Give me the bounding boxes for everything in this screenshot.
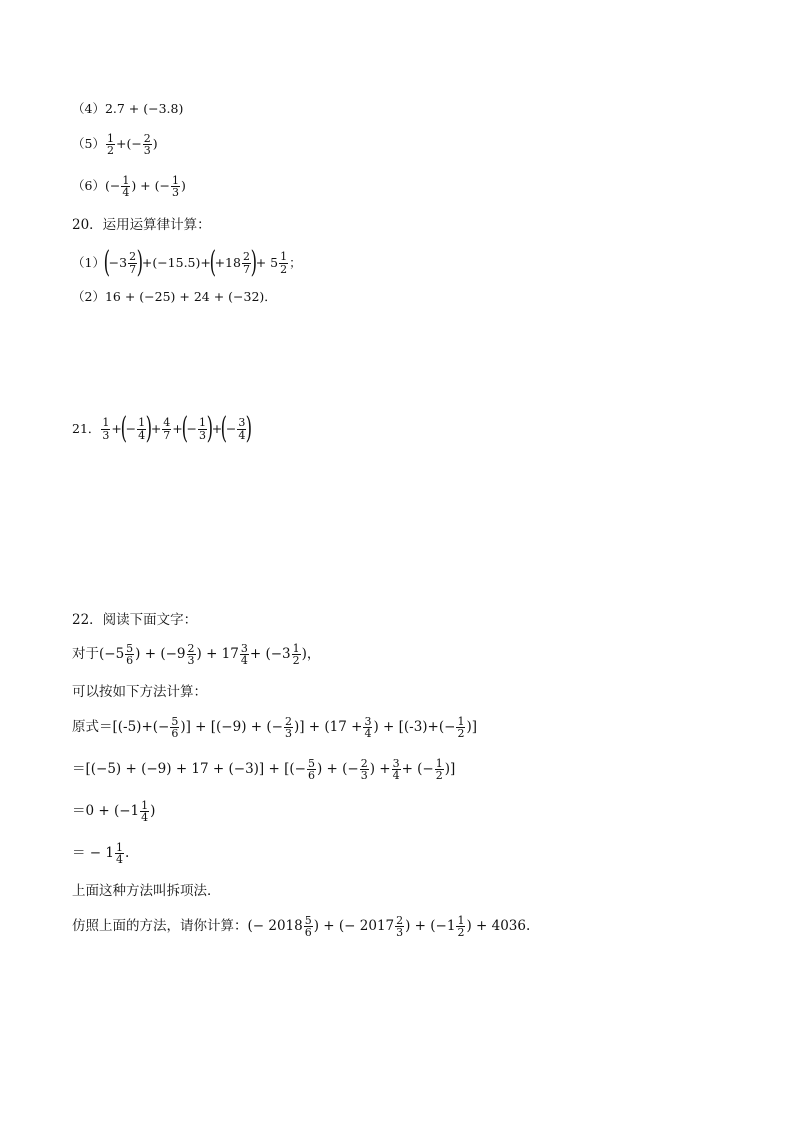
- denominator: 6: [126, 654, 134, 668]
- fraction: [395, 915, 404, 938]
- fraction: [140, 800, 149, 823]
- text: 可以按如下方法计算：: [72, 684, 207, 700]
- q22-line-5: [72, 800, 155, 823]
- fraction: [125, 643, 134, 666]
- term: ) + 4036.: [466, 917, 531, 934]
- denominator: 3: [284, 727, 292, 741]
- fraction: [170, 716, 179, 739]
- q19-part-4: [72, 103, 183, 116]
- term: ) + [(-3)+(−: [373, 718, 456, 735]
- denominator: 4: [240, 654, 248, 668]
- q22-line-1: [72, 643, 320, 666]
- open-paren: (−: [126, 136, 142, 152]
- term: ) + (−9: [135, 645, 186, 662]
- right-paren: ): [246, 411, 253, 446]
- operator: +: [141, 254, 153, 270]
- operator: +: [115, 136, 127, 152]
- fraction: [360, 758, 369, 781]
- numerator: 2: [143, 132, 151, 145]
- fraction: [198, 417, 207, 440]
- numerator: 1: [457, 715, 465, 728]
- operator: ) + (−: [131, 178, 170, 194]
- denominator: 3: [187, 654, 195, 668]
- operator: +: [211, 420, 223, 436]
- question-title: 20．运用运算律计算：: [72, 217, 211, 233]
- fraction: [279, 251, 288, 274]
- fraction: [162, 417, 171, 440]
- denominator: 2: [280, 262, 288, 276]
- fraction: [392, 758, 401, 781]
- fraction: [101, 417, 110, 440]
- numerator: 3: [392, 757, 400, 770]
- q21: [72, 411, 253, 446]
- fraction: [187, 643, 196, 666]
- denominator: 4: [138, 428, 146, 442]
- text: 原式＝[(-5)+(−: [72, 718, 170, 735]
- part-label: （4）: [72, 101, 105, 116]
- operator: +: [200, 254, 211, 270]
- numerator: 1: [106, 132, 114, 145]
- text: 仿照上面的方法，请你计算：(− 2018: [72, 917, 303, 934]
- q22-line-8: [72, 915, 530, 938]
- term: + (−3: [249, 645, 291, 662]
- text: ＝[(−5) + (−9) + 17 + (−3)] + [(−: [72, 760, 306, 777]
- minus-sign: −: [186, 420, 197, 436]
- operator: +: [111, 420, 122, 436]
- q19-part-5: [72, 133, 158, 156]
- term: ) + (−: [316, 760, 359, 777]
- numerator: 2: [242, 250, 250, 264]
- minus-sign: −: [225, 420, 237, 436]
- numerator: 2: [396, 914, 404, 927]
- denominator: 4: [364, 727, 372, 741]
- denominator: 3: [102, 428, 110, 442]
- q22-line-7: [72, 885, 221, 899]
- fraction: [242, 251, 251, 274]
- fraction: [456, 915, 465, 938]
- numerator: 3: [364, 715, 372, 728]
- term: ) + (−1: [405, 917, 456, 934]
- fraction: [106, 133, 115, 156]
- term: ) + (− 2017: [313, 917, 395, 934]
- text: ＝ − 1: [72, 844, 114, 861]
- denominator: 4: [115, 853, 123, 867]
- q22-line-3: [72, 716, 477, 739]
- denominator: 4: [141, 811, 149, 825]
- denominator: 2: [457, 727, 465, 741]
- denominator: 2: [292, 654, 300, 668]
- fraction: [435, 758, 444, 781]
- term: )]: [444, 760, 456, 777]
- left-paren: (: [220, 411, 228, 446]
- term: ) + 17: [196, 645, 239, 662]
- punctuation: )，: [301, 645, 321, 662]
- numerator: 1: [122, 174, 130, 187]
- expression: 16 + (−25) + 24 + (−32): [104, 289, 265, 304]
- left-paren: (: [209, 245, 216, 280]
- denominator: 2: [457, 926, 465, 940]
- close-paren: ): [150, 802, 156, 819]
- denominator: 2: [106, 144, 114, 158]
- denominator: 7: [163, 428, 171, 442]
- numerator: 1: [457, 914, 465, 927]
- minus-sign: −: [125, 420, 137, 436]
- punctuation: .: [124, 844, 130, 861]
- term: + (−: [401, 760, 434, 777]
- term: )] + [(−9) + (−: [180, 718, 283, 735]
- numerator: 2: [284, 715, 292, 728]
- fraction: [284, 716, 293, 739]
- right-paren: ): [250, 245, 258, 280]
- numerator: 1: [138, 416, 146, 430]
- fraction: [363, 716, 372, 739]
- right-paren: ): [145, 411, 153, 446]
- text: 上面这种方法叫拆项法．: [72, 883, 221, 899]
- denominator: 7: [129, 262, 137, 276]
- q22-title: [72, 614, 197, 628]
- denominator: 3: [396, 926, 404, 940]
- mixed-whole: +18: [214, 254, 241, 270]
- denominator: 3: [143, 144, 151, 158]
- numerator: 5: [171, 715, 179, 728]
- fraction: [121, 175, 130, 198]
- left-paren: (: [103, 245, 111, 280]
- q20-part-2: [72, 291, 277, 304]
- fraction: [115, 842, 124, 865]
- term: ) +: [369, 760, 391, 777]
- q20-title: [72, 219, 211, 233]
- fraction: [240, 643, 249, 666]
- fraction: [292, 643, 301, 666]
- fraction: [304, 915, 313, 938]
- numerator: 5: [304, 914, 312, 927]
- denominator: 2: [435, 769, 443, 783]
- denominator: 3: [198, 428, 206, 442]
- q20-part-1: [72, 245, 302, 280]
- denominator: 6: [304, 926, 312, 940]
- punctuation: ．: [264, 289, 277, 304]
- q19-part-6: [72, 175, 186, 198]
- part-label: （2）: [72, 289, 105, 304]
- right-paren: ): [136, 245, 144, 280]
- numerator: 1: [171, 174, 179, 187]
- right-paren: ): [206, 411, 214, 446]
- open-paren: (−: [104, 178, 121, 194]
- q22-line-6: [72, 842, 129, 865]
- numerator: 1: [435, 757, 443, 770]
- denominator: 3: [360, 769, 368, 783]
- numerator: 5: [126, 642, 134, 655]
- operator: +: [255, 254, 267, 270]
- numerator: 4: [163, 416, 171, 430]
- denominator: 6: [307, 769, 315, 783]
- fraction: [143, 133, 152, 156]
- denominator: 4: [238, 428, 246, 442]
- question-title: 22．阅读下面文字：: [72, 612, 198, 628]
- denominator: 4: [392, 769, 400, 783]
- term: )]: [466, 718, 477, 735]
- denominator: 3: [171, 186, 179, 200]
- close-paren: ): [152, 136, 158, 152]
- mixed-whole: 5: [270, 254, 279, 270]
- text: 对于: [72, 645, 99, 662]
- denominator: 6: [171, 727, 179, 741]
- numerator: 1: [102, 416, 110, 430]
- part-label: （6）: [72, 178, 105, 194]
- denominator: 7: [242, 262, 250, 276]
- punctuation: ；: [289, 254, 302, 270]
- operator: +: [150, 420, 162, 436]
- numerator: 3: [238, 416, 246, 430]
- fraction: [456, 716, 465, 739]
- q22-line-2: [72, 686, 207, 700]
- fraction: [171, 175, 180, 198]
- expression: 2.7 + (−3.8): [104, 101, 184, 116]
- part-label: （5）: [72, 136, 105, 152]
- text: ＝0 + (−1: [72, 802, 140, 819]
- numerator: 3: [240, 642, 248, 655]
- mixed-whole: −3: [108, 254, 128, 270]
- numerator: 1: [280, 250, 288, 264]
- q22-line-4: [72, 758, 455, 781]
- question-number: 21．: [72, 420, 101, 436]
- left-paren: (: [181, 411, 188, 446]
- term: )] + (17 +: [293, 718, 363, 735]
- numerator: 1: [141, 799, 149, 812]
- term: (−15.5): [152, 254, 201, 270]
- numerator: 1: [198, 416, 206, 430]
- numerator: 1: [115, 841, 123, 854]
- numerator: 1: [292, 642, 300, 655]
- numerator: 2: [360, 757, 368, 770]
- operator: +: [172, 420, 183, 436]
- term: (−5: [99, 645, 125, 662]
- close-paren: ): [180, 178, 186, 194]
- numerator: 2: [129, 250, 137, 264]
- part-label: （1）: [72, 254, 105, 270]
- fraction: [307, 758, 316, 781]
- left-paren: (: [120, 411, 127, 446]
- numerator: 2: [187, 642, 195, 655]
- denominator: 4: [122, 186, 130, 200]
- numerator: 5: [307, 757, 315, 770]
